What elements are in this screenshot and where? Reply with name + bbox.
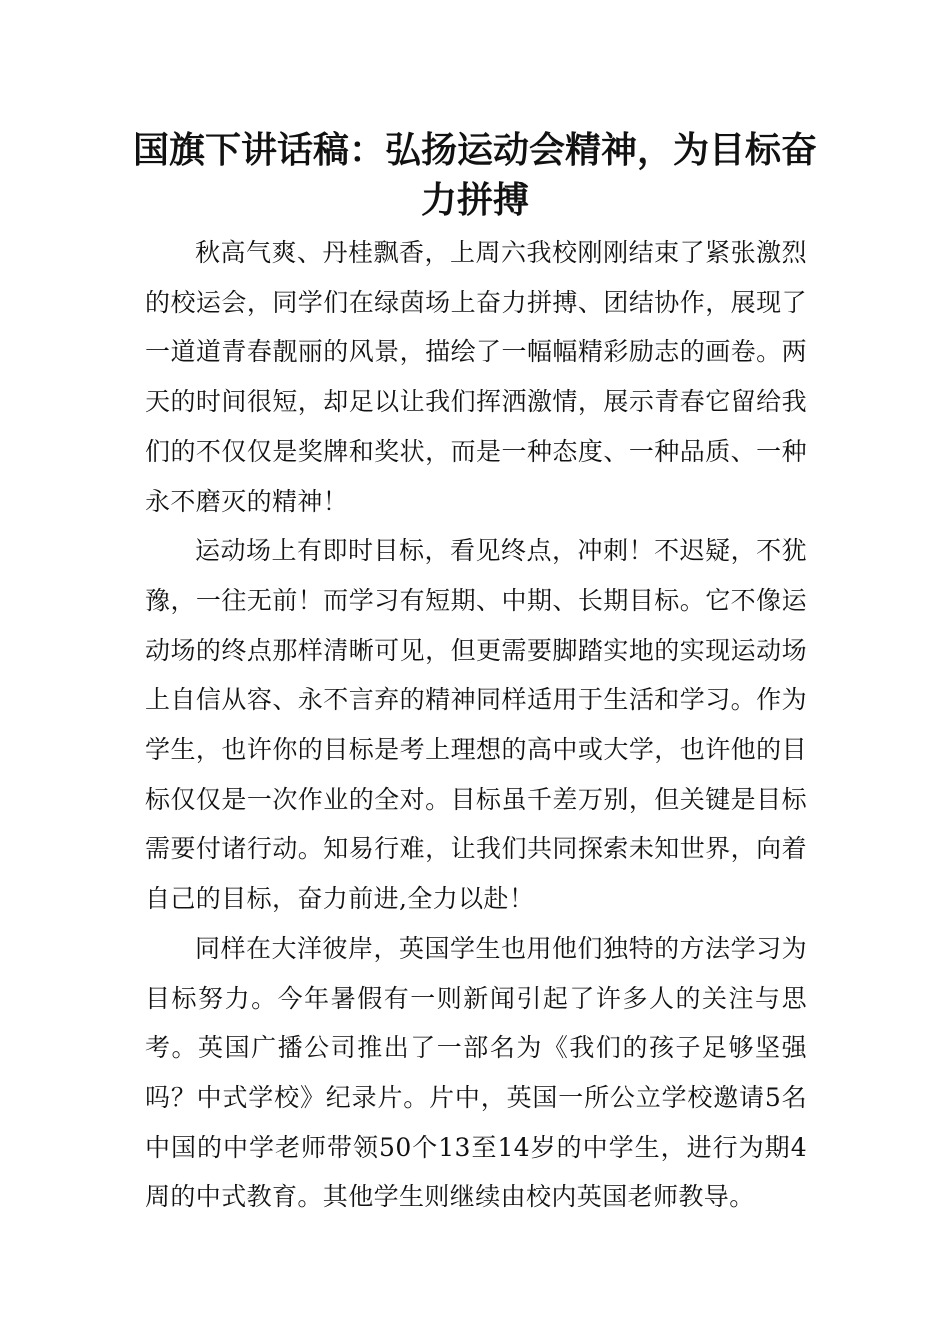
document-body [145,228,807,1222]
paragraph: 同样在大洋彼岸，英国学生也用他们独特的方法学习为目标努力。今年暑假有一则新闻引起了许多人的关注与思考。英国广播公司推出了一部名为《我们的孩子足够坚强吗？中式学校》纪录片。片中，英国一所公立学校邀请5名中国的中学老师带领50个13至14岁的中学生，进行为期4周的中式教育。其他学生则继续由校内英国老师教导。 [145,933,807,1212]
paragraph: 运动场上有即时目标，看见终点，冲刺！不迟疑，不犹豫，一往无前！而学习有短期、中期、长期目标。它不像运动场的终点那样清晰可见，但更需要脚踏实地的实现运动场上自信从容、永不言弃的精神同样适用于生活和学习。作为学生，也许你的目标是考上理想的高中或大学，也许他的目标仅仅是一次作业的全对。目标虽千差万别，但关键是目标需要付诸行动。知易行难，让我们共同探索未知世界，向着自己的目标，奋力前进,全力以赴！ [145,536,807,914]
paragraph: 秋高气爽、丹桂飘香，上周六我校刚刚结束了紧张激烈的校运会，同学们在绿茵场上奋力拼搏、团结协作，展现了一道道青春靓丽的风景，描绘了一幅幅精彩励志的画卷。两天的时间很短，却足以让我们挥洒激情，展示青春它留给我们的不仅仅是奖牌和奖状，而是一种态度、一种品质、一种永不磨灭的精神！ [145,238,807,516]
document-title: 国旗下讲话稿：弘扬运动会精神，为目标奋力拼搏 [132,130,817,221]
